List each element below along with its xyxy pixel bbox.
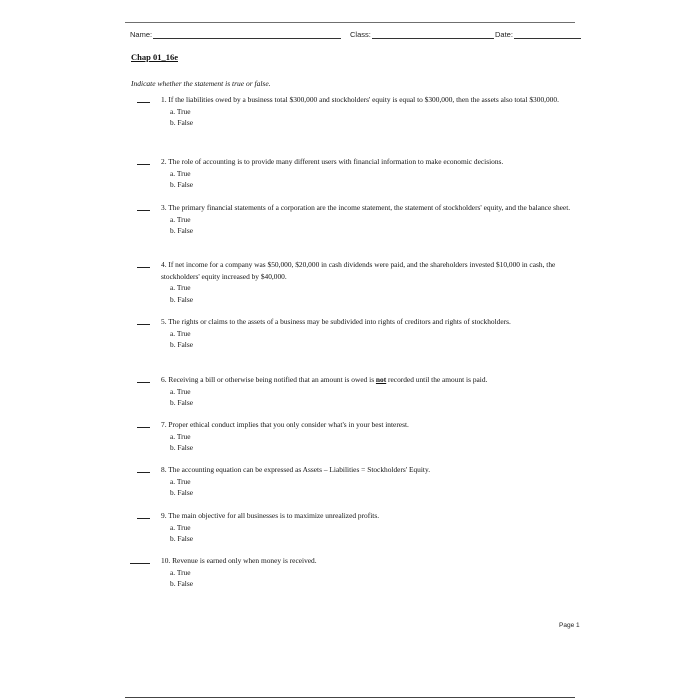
question-number: 8. — [161, 465, 167, 474]
question-stem — [161, 316, 577, 328]
choice-true[interactable]: a. True — [170, 431, 191, 441]
question-number: 6. — [161, 375, 167, 384]
question-stem — [161, 555, 570, 567]
class-field[interactable] — [350, 29, 494, 39]
question-number: 5. — [161, 317, 167, 326]
question-text-start: Receiving a bill or otherwise being notified that an amount is owed is — [168, 375, 376, 384]
date-label: Date: — [495, 30, 513, 39]
question-10 — [130, 555, 570, 590]
answer-blank[interactable] — [137, 210, 150, 211]
question-2 — [137, 156, 577, 191]
student-info-header — [130, 29, 580, 41]
choice-false[interactable]: b. False — [170, 180, 193, 189]
question-text: If the liabilities owed by a business total $300,000 and stockholders' equity is equal to $300,000, then the assets also total $300,000. — [168, 95, 559, 104]
date-blank-line[interactable] — [514, 29, 581, 39]
choice-true[interactable]: a. True — [170, 168, 191, 178]
choice-true[interactable]: a. True — [170, 386, 191, 396]
class-label: Class: — [350, 30, 371, 39]
choice-false[interactable]: b. False — [170, 488, 193, 497]
question-stem — [161, 464, 577, 476]
answer-blank[interactable] — [137, 472, 150, 473]
bottom-divider — [125, 697, 575, 698]
choice-true[interactable]: a. True — [170, 283, 191, 292]
question-8 — [137, 464, 577, 499]
question-5 — [137, 316, 577, 351]
question-stem — [161, 202, 577, 214]
class-blank-line[interactable] — [372, 29, 494, 39]
name-label: Name: — [130, 30, 153, 39]
instructions: Indicate whether the statement is true or false. — [131, 79, 271, 88]
choice-false[interactable]: b. False — [170, 340, 193, 349]
answer-blank[interactable] — [130, 563, 150, 564]
question-4 — [137, 259, 577, 305]
answer-blank[interactable] — [137, 324, 150, 325]
question-text: The main objective for all businesses is to maximize unrealized profits. — [168, 511, 380, 520]
question-number: 7. — [161, 420, 167, 429]
choice-true[interactable]: a. True — [170, 328, 191, 338]
question-number: 10. — [161, 556, 171, 565]
question-text-end: recorded until the amount is paid. — [386, 375, 488, 384]
name-blank-line[interactable] — [153, 29, 341, 39]
choice-true[interactable]: a. True — [170, 567, 191, 577]
question-text: The role of accounting is to provide many different users with financial information to make economic decisions. — [168, 157, 504, 166]
choice-false[interactable]: b. False — [170, 579, 193, 588]
question-stem — [161, 259, 577, 282]
choice-true[interactable]: a. True — [170, 214, 191, 224]
question-3 — [137, 202, 577, 237]
question-number: 2. — [161, 157, 167, 166]
choice-true[interactable]: a. True — [170, 106, 191, 116]
choice-false[interactable]: b. False — [170, 226, 193, 235]
answer-blank[interactable] — [137, 382, 150, 383]
chapter-title: Chap 01_16e — [131, 52, 178, 62]
question-stem — [161, 510, 577, 522]
choice-false[interactable]: b. False — [170, 534, 193, 543]
question-stem — [161, 156, 577, 168]
question-text: The rights or claims to the assets of a business may be subdivided into rights of creditors and rights of stockholders. — [168, 317, 511, 326]
choice-true[interactable]: a. True — [170, 522, 191, 532]
top-divider — [125, 22, 575, 23]
question-text: The primary financial statements of a corporation are the income statement, the statement of stockholders' equity, and the balance sheet. — [168, 203, 571, 212]
question-7 — [137, 419, 577, 454]
question-9 — [137, 510, 577, 545]
name-field[interactable] — [130, 29, 341, 39]
question-1 — [137, 94, 577, 129]
emphasized-not: not — [375, 375, 387, 384]
date-field[interactable] — [495, 29, 581, 39]
choice-true[interactable]: a. True — [170, 476, 191, 486]
choice-false[interactable]: b. False — [170, 118, 193, 127]
answer-blank[interactable] — [137, 518, 150, 519]
question-text: Revenue is earned only when money is received. — [172, 556, 317, 565]
choice-false[interactable]: b. False — [170, 294, 193, 304]
question-stem — [161, 419, 577, 431]
page-number: Page 1 — [559, 622, 580, 629]
answer-blank[interactable] — [137, 427, 150, 428]
question-text: The accounting equation can be expressed as Assets – Liabilities = Stockholders' Equity. — [168, 465, 431, 474]
question-6 — [137, 374, 577, 409]
answer-blank[interactable] — [137, 267, 150, 268]
question-stem — [161, 374, 577, 386]
question-text: If net income for a company was $50,000, $20,000 in cash dividends were paid, and the shareholders invested $10,000 in cash, the stockholders' equity increased by $40,000. — [161, 260, 556, 281]
question-number: 4. — [161, 260, 167, 269]
answer-blank[interactable] — [137, 102, 150, 103]
question-text: Proper ethical conduct implies that you only consider what's in your best interest. — [168, 420, 409, 429]
question-number: 1. — [161, 95, 167, 104]
question-number: 9. — [161, 511, 167, 520]
question-stem — [161, 94, 577, 106]
choice-false[interactable]: b. False — [170, 398, 193, 407]
choice-false[interactable]: b. False — [170, 443, 193, 452]
answer-blank[interactable] — [137, 164, 150, 165]
question-number: 3. — [161, 203, 167, 212]
